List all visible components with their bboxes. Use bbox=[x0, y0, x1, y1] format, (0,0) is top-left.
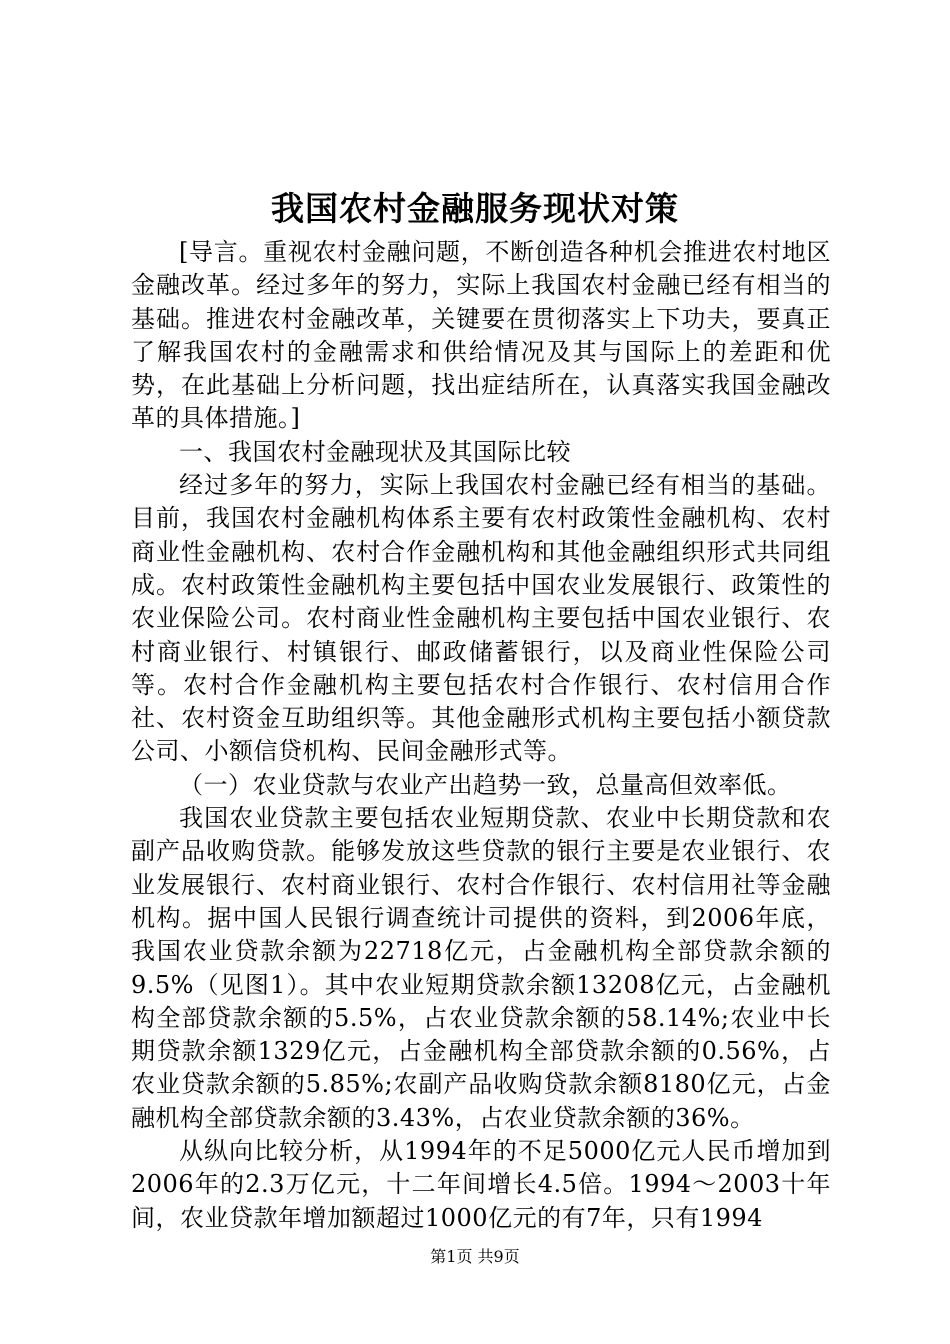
page-footer: 第1页 共9页 bbox=[430, 1247, 520, 1266]
intro-paragraph: [导言。重视农村金融问题，不断创造各种机会推进农村地区金融改革。经过多年的努力，实际上我国农村金融已经有相当的基础。推进农村金融改革，关键要在贯彻落实上下功夫，要真正了解我国农村的金融需求和供给情况及其与国际上的差距和优势，在此基础上分析问题，找出症结所在，认真落实我国金融改革的具体措施。] bbox=[131, 238, 831, 433]
document-body bbox=[131, 236, 831, 1235]
body-paragraph: 我国农业贷款主要包括农业短期贷款、农业中长期贷款和农副产品收购贷款。能够发放这些贷款的银行主要是农业银行、农业发展银行、农村商业银行、农村合作银行、农村信用社等金融机构。据中国人民银行调查统计司提供的资料，到2006年底，我国农业贷款余额为22718亿元，占金融机构全部贷款余额的9.5%（见图1）。其中农业短期贷款余额13208亿元，占金融机构全部贷款余额的5.5%，占农业贷款余额的58.14%;农业中长期贷款余额1329亿元，占金融机构全部贷款余额的0.56%，占农业贷款余额的5.85%;农副产品收购贷款余额8180亿元，占金融机构全部贷款余额的3.43%，占农业贷款余额的36%。 bbox=[131, 804, 831, 1132]
section-heading: 一、我国农村金融现状及其国际比较 bbox=[179, 437, 571, 466]
document-title: 我国农村金融服务现状对策 bbox=[271, 189, 679, 228]
body-paragraph: 从纵向比较分析，从1994年的不足5000亿元人民币增加到2006年的2.3万亿元，十二年间增长4.5倍。1994～2003十年间，农业贷款年增加额超过1000亿元的有7年，只有1994 bbox=[131, 1137, 831, 1232]
subsection-heading: （一）农业贷款与农业产出趋势一致，总量高但效率低。 bbox=[179, 770, 792, 799]
body-paragraph: 经过多年的努力，实际上我国农村金融已经有相当的基础。目前，我国农村金融机构体系主要有农村政策性金融机构、农村商业性金融机构、农村合作金融机构和其他金融组织形式共同组成。农村政策性金融机构主要包括中国农业发展银行、政策性的农业保险公司。农村商业性金融机构主要包括中国农业银行、农村商业银行、村镇银行、邮政储蓄银行，以及商业性保险公司等。农村合作金融机构主要包括农村合作银行、农村信用合作社、农村资金互助组织等。其他金融形式机构主要包括小额贷款公司、小额信贷机构、民间金融形式等。 bbox=[131, 471, 831, 766]
